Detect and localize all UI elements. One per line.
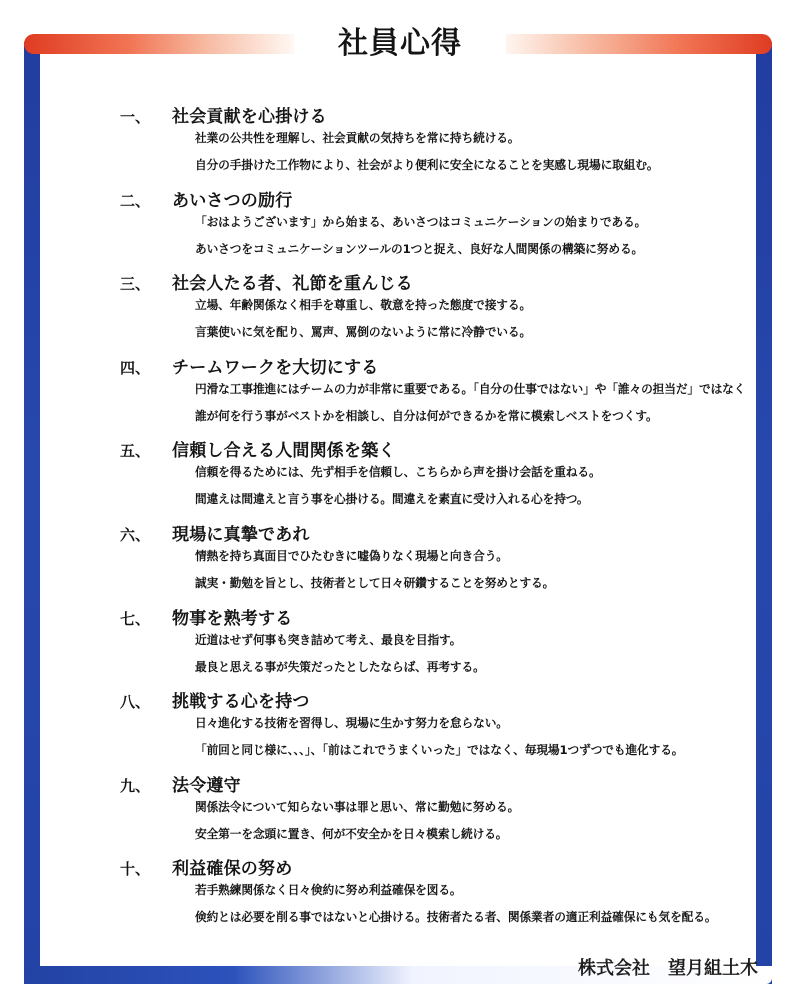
article-heading: あいさつの励行 xyxy=(172,191,293,211)
article-7 xyxy=(0,606,800,690)
article-text-line: 若手熟練関係なく日々倹約に努め利益確保を図る。 xyxy=(195,883,462,897)
article-10 xyxy=(0,856,800,940)
article-text-line: 信頼を得るためには、先ず相手を信頼し、こちらから声を掛け会話を重ねる。 xyxy=(195,465,601,479)
article-text-line: 立場、年齢関係なく相手を尊重し、敬意を持った態度で接する。 xyxy=(195,298,532,312)
article-text-line: 自分の手掛けた工作物により、社会がより便利に安全になることを実感し現場に取組む。 xyxy=(195,158,659,172)
article-number: 七、 xyxy=(120,610,151,628)
article-2 xyxy=(0,188,800,272)
company-name: 株式会社 望月組土木 xyxy=(578,958,758,979)
article-number: 五、 xyxy=(120,442,151,460)
article-number: 十、 xyxy=(120,860,151,878)
article-number: 二、 xyxy=(120,192,151,210)
article-heading: 法令遵守 xyxy=(172,776,241,796)
article-9 xyxy=(0,773,800,857)
article-1 xyxy=(0,104,800,188)
article-text-line: 「おはようございます」から始まる、あいさつはコミュニケーションの始まりである。 xyxy=(195,215,647,229)
article-heading: 現場に真摯であれ xyxy=(172,525,310,545)
article-text-line: 倹約とは必要を削る事ではないと心掛ける。技術者たる者、関係業者の適正利益確保にも気を配る。 xyxy=(195,910,717,924)
article-text-line: 安全第一を念頭に置き、何が不安全かを日々模索し続ける。 xyxy=(195,827,508,841)
article-text-line: 日々進化する技術を習得し、現場に生かす努力を怠らない。 xyxy=(195,716,508,730)
article-number: 六、 xyxy=(120,526,151,544)
article-text-line: 近道はせず何事も突き詰めて考え、最良を目指す。 xyxy=(195,633,462,647)
article-text-line: 誰が何を行う事がベストかを相談し、自分は何ができるかを常に模索しベストをつくす。 xyxy=(195,409,658,423)
article-heading: 信頼し合える人間関係を築く xyxy=(172,441,396,461)
article-6 xyxy=(0,522,800,606)
article-3 xyxy=(0,271,800,355)
article-5 xyxy=(0,438,800,522)
article-number: 九、 xyxy=(120,777,151,795)
article-text-line: 社業の公共性を理解し、社会貢献の気持ちを常に持ち続ける。 xyxy=(195,131,520,145)
article-heading: 利益確保の努め xyxy=(172,859,293,879)
page-title: 社員心得 xyxy=(294,23,506,65)
article-text-line: 誠実・勤勉を旨とし、技術者として日々研鑽することを努めとする。 xyxy=(195,576,555,590)
article-text-line: 「前回と同じ様に、、、」、「前はこれでうまくいった」ではなく、毎現場1つずつでも進化する。 xyxy=(195,743,684,757)
article-text-line: 情熱を持ち真面目でひたむきに嘘偽りなく現場と向き合う。 xyxy=(195,549,508,563)
article-text-line: 言葉使いに気を配り、罵声、罵倒のないように常に冷静でいる。 xyxy=(195,325,532,339)
article-text-line: あいさつをコミュニケーションツールの1つと捉え、良好な人間関係の構築に努める。 xyxy=(195,242,644,256)
article-text-line: 関係法令について知らない事は罪と思い、常に勤勉に努める。 xyxy=(195,800,520,814)
article-text-line: 円滑な工事推進にはチームの力が非常に重要である。「自分の仕事ではない」や「誰々の担当だ」ではなく xyxy=(195,382,746,396)
article-text-line: 最良と思える事が失策だったとしたならば、再考する。 xyxy=(195,660,485,674)
article-number: 四、 xyxy=(120,359,151,377)
article-number: 八、 xyxy=(120,693,151,711)
article-heading: 物事を熟考する xyxy=(172,609,293,629)
article-8 xyxy=(0,689,800,773)
article-heading: 社会人たる者、礼節を重んじる xyxy=(172,274,413,294)
article-4 xyxy=(0,355,800,439)
article-heading: 社会貢献を心掛ける xyxy=(172,107,327,127)
article-number: 一、 xyxy=(120,108,151,126)
article-number: 三、 xyxy=(120,275,151,293)
article-text-line: 間違えは間違えと言う事を心掛ける。間違えを素直に受け入れる心を持つ。 xyxy=(195,492,589,506)
article-heading: 挑戦する心を持つ xyxy=(172,692,310,712)
article-heading: チームワークを大切にする xyxy=(172,358,379,378)
